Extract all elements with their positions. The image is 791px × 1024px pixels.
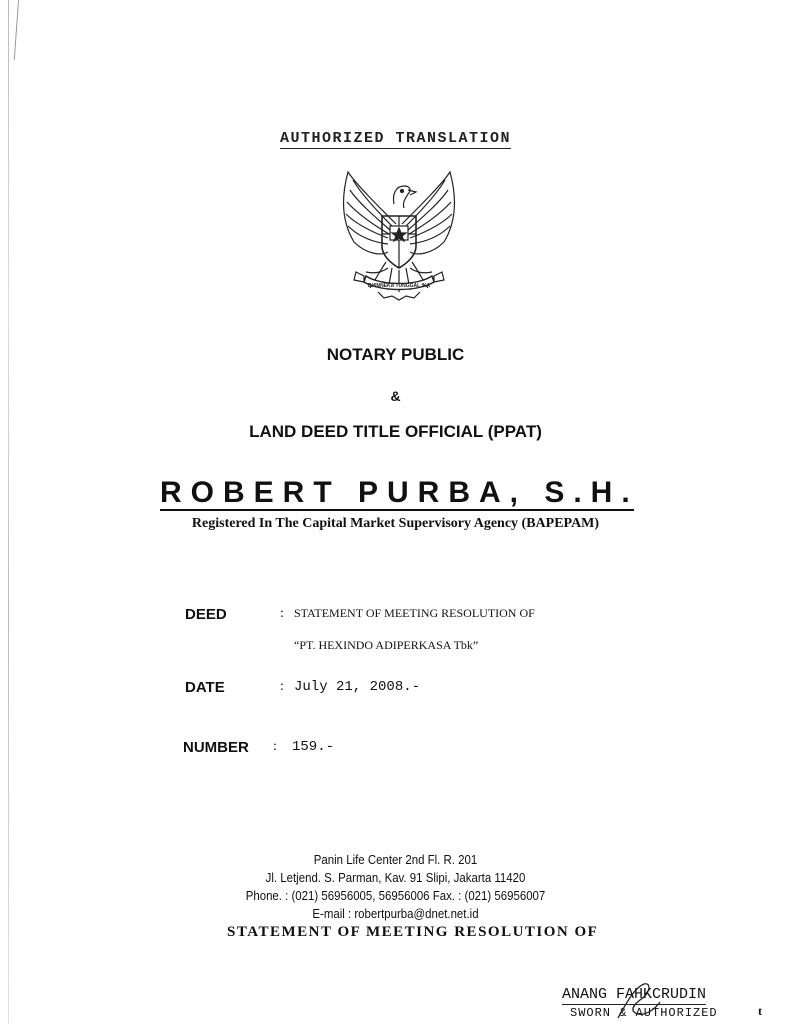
translator-subtitle: SWORN & AUTHORIZED bbox=[570, 1006, 718, 1020]
date-label: DATE bbox=[185, 679, 225, 696]
svg-text:BHINNEKA TUNGGAL IKA: BHINNEKA TUNGGAL IKA bbox=[367, 283, 431, 289]
margin-mark: t bbox=[758, 1004, 762, 1018]
header-title: AUTHORIZED TRANSLATION bbox=[279, 130, 512, 147]
notary-name: ROBERT PURBA, S.H. bbox=[160, 476, 639, 509]
footer-title: STATEMENT OF MEETING RESOLUTION OF bbox=[227, 924, 599, 940]
number-value: 159.- bbox=[292, 739, 335, 755]
date-colon: : bbox=[280, 679, 284, 694]
registered-line: Registered In The Capital Market Supervisory Agency (BAPEPAM) bbox=[191, 516, 600, 531]
signature-scribble bbox=[612, 978, 664, 1022]
scan-edge-mark bbox=[14, 0, 19, 60]
deed-value-line2: “PT. HEXINDO ADIPERKASA Tbk” bbox=[294, 638, 479, 652]
date-value: July 21, 2008.- bbox=[294, 679, 421, 695]
address-email: E-mail : robertpurba@dnet.net.id bbox=[312, 906, 479, 921]
translator-name: ANANG FAHKCRUDIN bbox=[562, 986, 707, 1003]
address-line-2: Jl. Letjend. S. Parman, Kav. 91 Slipi, Jakarta 11420 bbox=[265, 870, 526, 885]
address-line-3: Phone. : (021) 56956005, 56956006 Fax. : (021) 56956007 bbox=[245, 888, 546, 903]
ppat-title: LAND DEED TITLE OFFICIAL (PPAT) bbox=[249, 422, 542, 441]
number-colon: : bbox=[273, 739, 277, 754]
deed-value-line1: STATEMENT OF MEETING RESOLUTION OF bbox=[294, 606, 535, 620]
address-line-1: Panin Life Center 2nd Fl. R. 201 bbox=[313, 852, 478, 867]
scan-edge-line bbox=[8, 0, 9, 1024]
deed-label: DEED bbox=[185, 606, 227, 623]
garuda-emblem-icon bbox=[326, 164, 472, 306]
ampersand: & bbox=[390, 388, 401, 404]
notary-public-title: NOTARY PUBLIC bbox=[326, 345, 465, 364]
number-label: NUMBER bbox=[183, 739, 249, 756]
deed-colon: : bbox=[280, 606, 284, 621]
